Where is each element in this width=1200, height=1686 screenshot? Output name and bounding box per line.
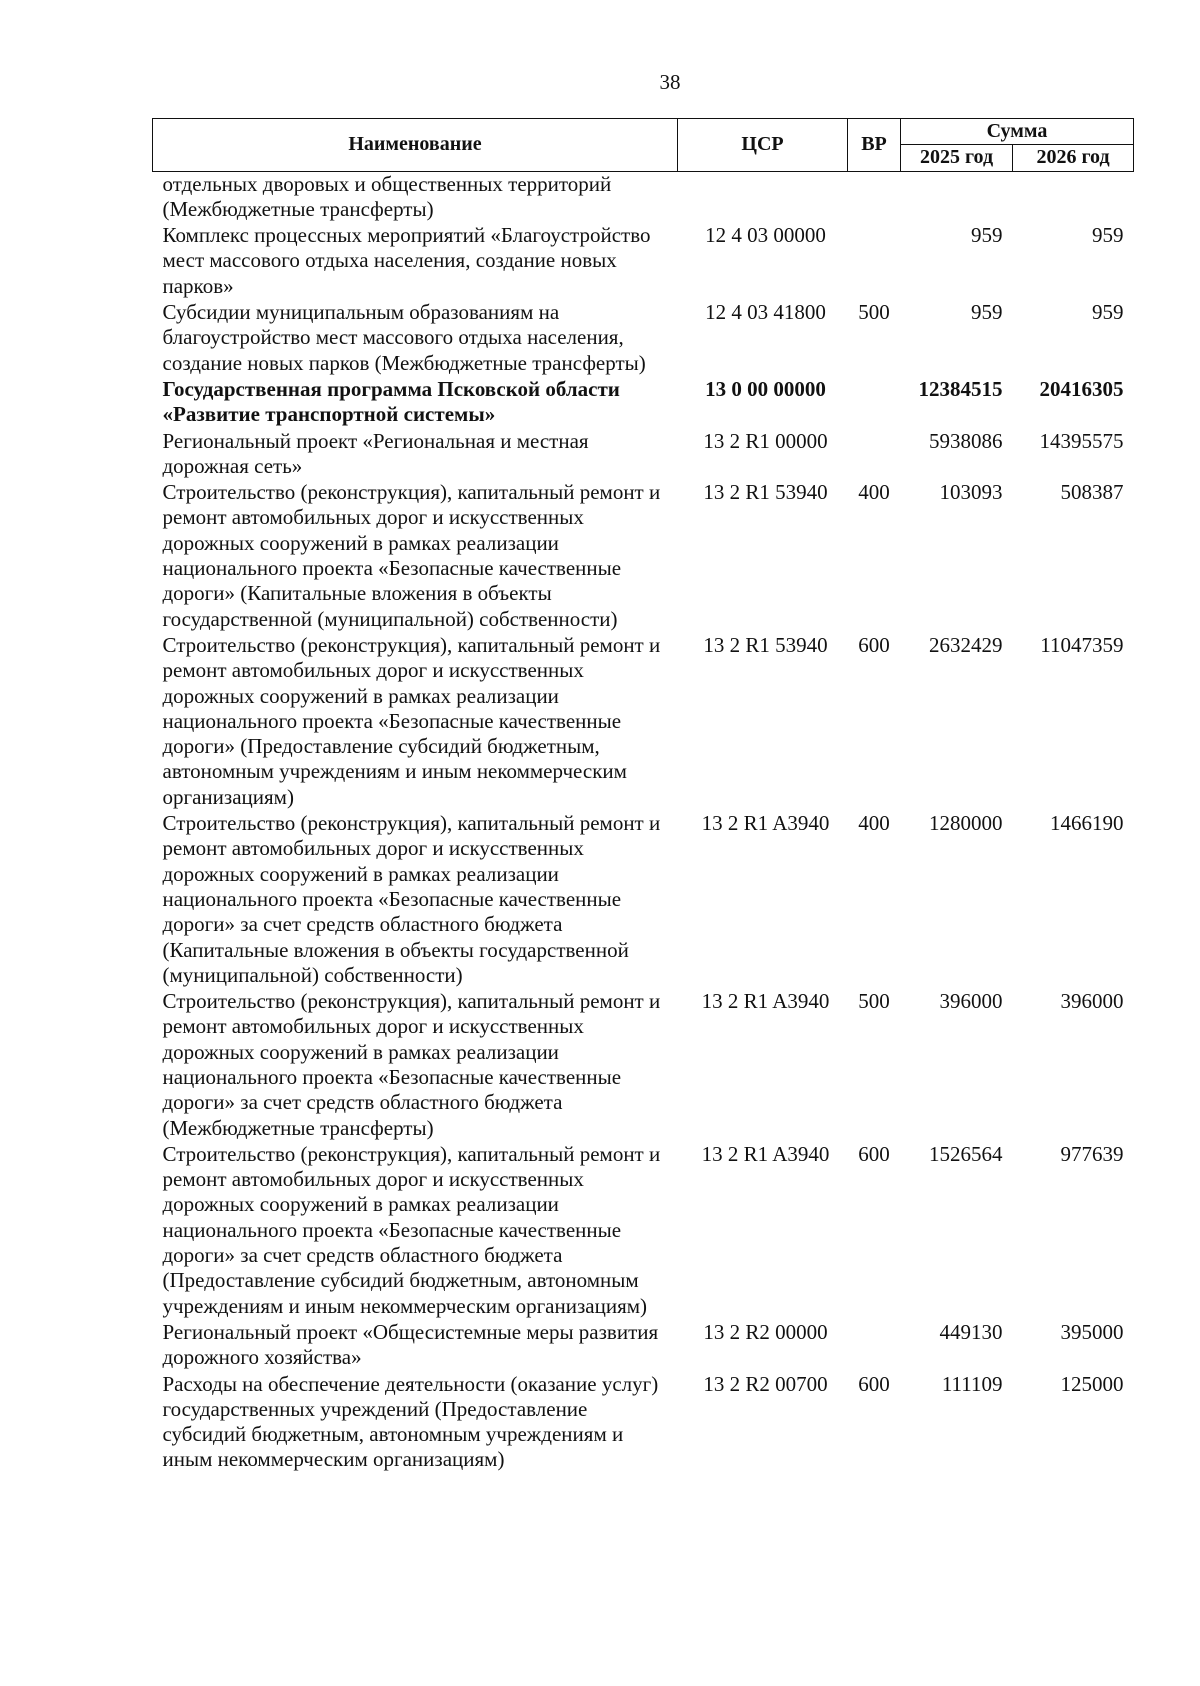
row-amount-2026: 508387	[1060, 480, 1124, 505]
table-row	[153, 171, 1134, 223]
table-row	[153, 633, 1134, 811]
header-year-2025: 2025 год	[901, 145, 1013, 171]
row-amount-2026	[1013, 171, 1134, 223]
row-csr-code: 13 2 R1 A3940	[701, 1141, 830, 1166]
table-row	[153, 1320, 1134, 1372]
row-csr-code: 13 2 R1 53940	[703, 632, 828, 657]
row-amount-2026: 959	[1092, 223, 1124, 248]
row-amount-2026: 395000	[1060, 1319, 1124, 1344]
row-name: Региональный проект «Региональная и местная дорожная сеть»	[162, 428, 589, 478]
header-csr: ЦСР	[678, 119, 848, 172]
row-vr-code: 600	[858, 632, 890, 657]
row-name: Строительство (реконструкция), капитальный ремонт и ремонт автомобильных дорог и искусственных дорожных сооружений в рамках реализации национального проекта «Безопасные качественные дороги» за счет средств областного бюджета (Капитальные вложения в объекты государственной (муниципальной) собственности)	[162, 811, 661, 987]
row-name: Строительство (реконструкция), капитальный ремонт и ремонт автомобильных дорог и искусственных дорожных сооружений в рамках реализации национального проекта «Безопасные качественные дороги» (Предоставление субсидий бюджетным, автономным учреждениям и иным некоммерческим организациям)	[162, 632, 661, 809]
row-vr-code: 400	[858, 811, 890, 836]
row-csr-code: 13 2 R1 00000	[703, 428, 828, 453]
row-csr-code	[678, 171, 848, 223]
row-csr-code: 12 4 03 41800	[705, 300, 826, 325]
row-vr-code	[848, 1320, 901, 1372]
row-name: Субсидии муниципальным образованиям на благоустройство мест массового отдыха населения, создание новых парков (Межбюджетные трансферты)	[162, 300, 646, 375]
row-name: Комплекс процессных мероприятий «Благоустройство мест массового отдыха населения, создание новых парков»	[162, 223, 651, 298]
row-vr-code	[848, 223, 901, 300]
row-name: Строительство (реконструкция), капитальный ремонт и ремонт автомобильных дорог и искусственных дорожных сооружений в рамках реализации национального проекта «Безопасные качественные дороги» за счет средств областного бюджета (Межбюджетные трансферты)	[162, 989, 661, 1140]
row-amount-2025: 1280000	[929, 811, 1003, 836]
row-amount-2026: 959	[1092, 300, 1124, 325]
row-name: Расходы на обеспечение деятельности (оказание услуг) государственных учреждений (Предоставление субсидий бюджетным, автономным учреждениям и иным некоммерческим организациям)	[162, 1371, 659, 1472]
row-vr-code: 500	[858, 989, 890, 1014]
row-csr-code: 12 4 03 00000	[705, 223, 826, 248]
table-row	[153, 223, 1134, 300]
row-amount-2025: 396000	[939, 989, 1003, 1014]
row-name: Государственная программа Псковской области «Развитие транспортной системы»	[162, 376, 620, 427]
row-amount-2025: 2632429	[929, 632, 1003, 657]
row-vr-code: 400	[858, 480, 890, 505]
table-header	[153, 119, 1134, 172]
row-name: Строительство (реконструкция), капитальный ремонт и ремонт автомобильных дорог и искусственных дорожных сооружений в рамках реализации национального проекта «Безопасные качественные дороги» (Капитальные вложения в объекты государственной (муниципальной) собственности)	[162, 480, 661, 631]
header-sum: Сумма	[901, 119, 1134, 145]
row-csr-code: 13 2 R1 53940	[703, 480, 828, 505]
row-name: Региональный проект «Общесистемные меры развития дорожного хозяйства»	[162, 1319, 659, 1370]
table-row	[153, 480, 1134, 633]
row-csr-code: 13 2 R1 A3940	[701, 811, 830, 836]
row-amount-2026: 125000	[1060, 1371, 1124, 1396]
row-amount-2026: 20416305	[1039, 376, 1124, 401]
table-row	[153, 429, 1134, 481]
table-row	[153, 989, 1134, 1142]
table-row	[153, 1372, 1134, 1474]
row-amount-2025: 5938086	[929, 428, 1003, 453]
row-name: отдельных дворовых и общественных территорий (Межбюджетные трансферты)	[162, 171, 612, 221]
table-row	[153, 300, 1134, 377]
row-vr-code: 600	[858, 1141, 890, 1166]
row-csr-code: 13 2 R1 A3940	[701, 989, 830, 1014]
page-number: 38	[659, 70, 681, 94]
row-vr-code: 500	[858, 300, 890, 325]
table-body	[153, 171, 1134, 1474]
header-vr: ВР	[848, 119, 901, 172]
row-vr-code	[848, 429, 901, 481]
row-amount-2025: 111109	[941, 1371, 1003, 1396]
row-amount-2025: 1526564	[929, 1141, 1003, 1166]
table-row	[153, 377, 1134, 429]
row-amount-2026: 11047359	[1040, 632, 1124, 657]
row-amount-2025: 959	[971, 223, 1003, 248]
row-amount-2025: 449130	[939, 1319, 1003, 1344]
row-vr-code	[848, 171, 901, 223]
row-csr-code: 13 0 00 00000	[705, 376, 826, 401]
row-amount-2026: 396000	[1060, 989, 1124, 1014]
row-amount-2025: 103093	[939, 480, 1003, 505]
table-row	[153, 811, 1134, 989]
budget-table	[152, 118, 1134, 1474]
row-amount-2025: 959	[971, 300, 1003, 325]
row-vr-code: 600	[858, 1371, 890, 1396]
table-row	[153, 1142, 1134, 1320]
row-vr-code	[848, 377, 901, 429]
header-year-2026: 2026 год	[1013, 145, 1134, 171]
row-amount-2026: 14395575	[1039, 428, 1124, 453]
row-amount-2026: 1466190	[1050, 811, 1124, 836]
row-csr-code: 13 2 R2 00700	[703, 1371, 828, 1396]
row-csr-code: 13 2 R2 00000	[703, 1319, 828, 1344]
row-amount-2025: 12384515	[918, 376, 1003, 401]
row-name: Строительство (реконструкция), капитальный ремонт и ремонт автомобильных дорог и искусственных дорожных сооружений в рамках реализации национального проекта «Безопасные качественные дороги» за счет средств областного бюджета (Предоставление субсидий бюджетным, автономным учреждениям и иным некоммерческим организациям)	[162, 1141, 661, 1318]
row-amount-2026: 977639	[1060, 1141, 1124, 1166]
header-name: Наименование	[153, 119, 678, 172]
row-amount-2025	[901, 171, 1013, 223]
